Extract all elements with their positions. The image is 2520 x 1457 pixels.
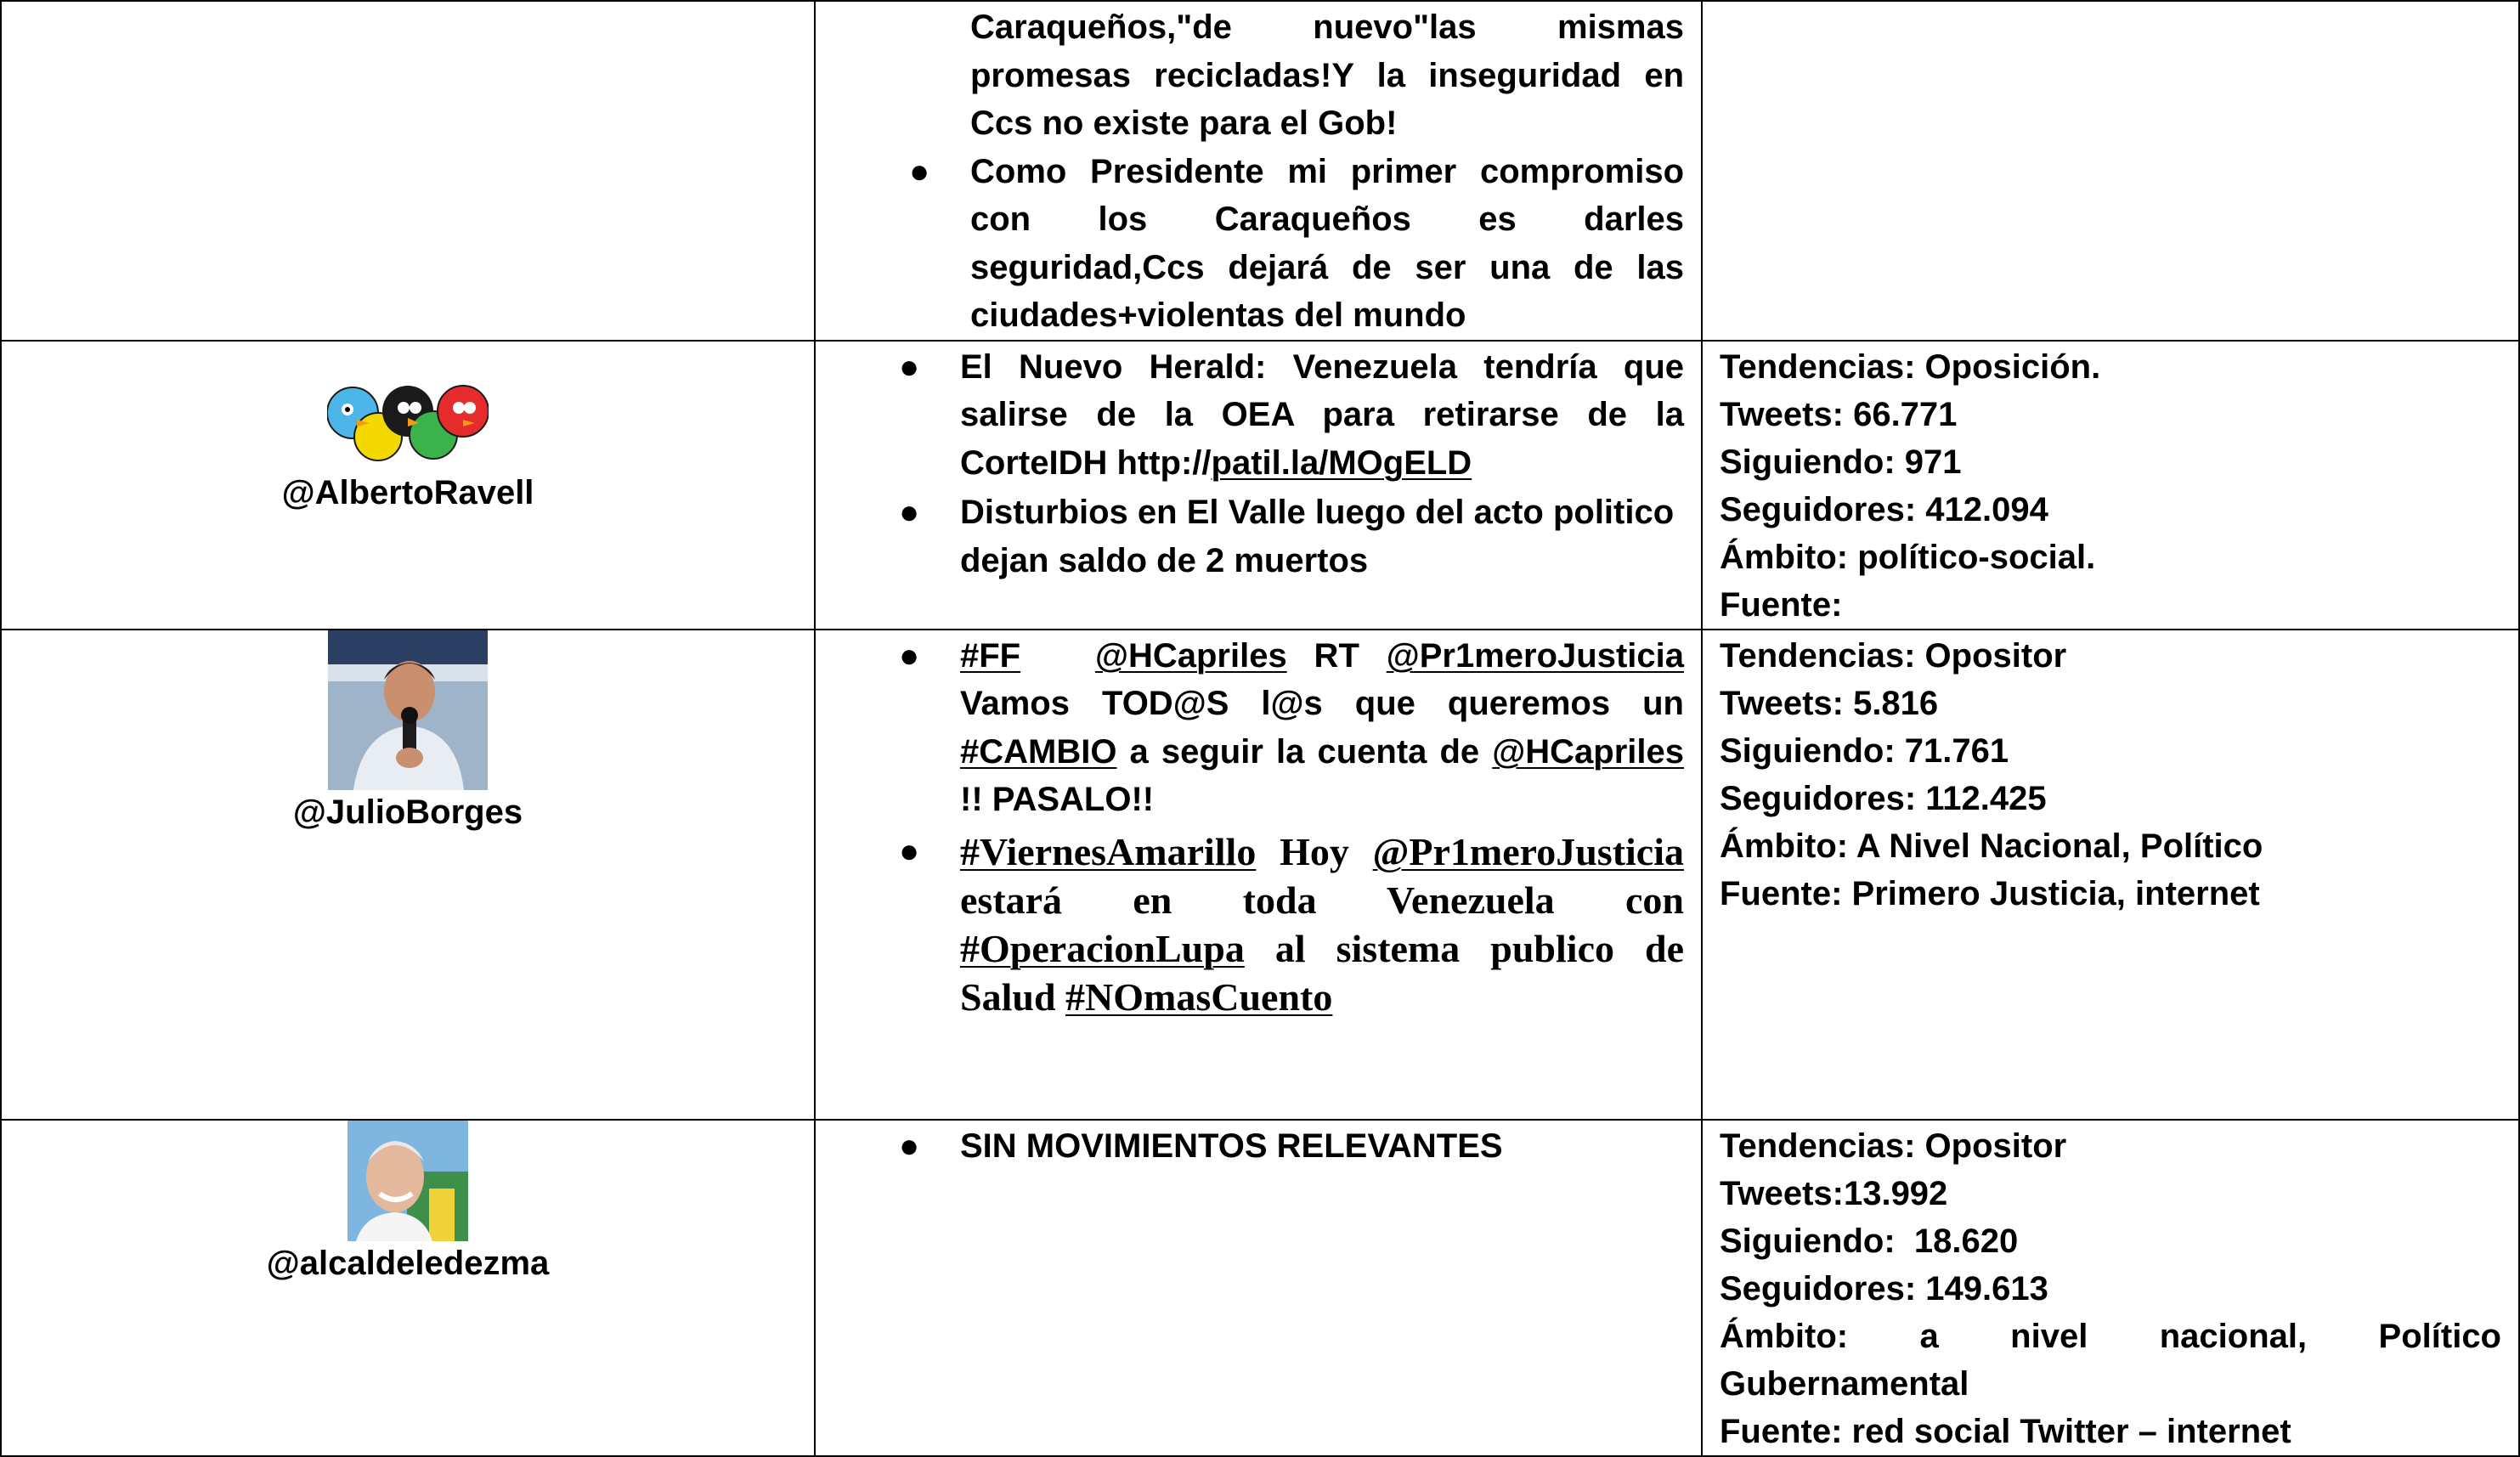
bullet-icon: ●: [899, 636, 920, 675]
tweet-link[interactable]: patil.la/MOgELD: [1211, 443, 1472, 482]
stats-cell: [1702, 630, 2519, 1120]
mention[interactable]: @HCapriles: [1492, 732, 1684, 771]
smiling-man-photo-icon: [347, 1121, 468, 1241]
bullet-icon: ●: [909, 152, 930, 190]
stat-tweets: Tweets: 66.771: [1720, 395, 1958, 433]
tweets-cell: [815, 1, 1702, 341]
stat-seguidores: Seguidores: 149.613: [1720, 1269, 2048, 1307]
tweet-text: El Nuevo Herald: Venezuela tendría que salirse de la OEA para retirarse de la CorteIDH http://: [960, 347, 1684, 482]
account-cell: [1, 1120, 815, 1456]
tweet-text: !! PASALO!!: [960, 781, 1155, 818]
stats-cell: [1702, 1, 2519, 341]
table-row: [1, 1, 2519, 341]
tweet-text: Disturbios en El Valle luego del acto politico dejan saldo de 2 muertos: [960, 494, 1675, 579]
tweet-text: RT: [1286, 636, 1387, 675]
stat-seguidores: Seguidores: 412.094: [1720, 490, 2048, 528]
tweet-text: a seguir la cuenta de: [1116, 732, 1493, 771]
tweet-text: Vamos TOD@S l@s que queremos un: [960, 685, 1684, 722]
tweet-text: estará en toda Venezuela con: [960, 878, 1684, 922]
stats-cell: [1702, 341, 2519, 630]
stat-fuente: Fuente: Primero Justicia, internet: [1720, 874, 2260, 912]
stat-fuente: Fuente:: [1720, 585, 1843, 624]
account-handle[interactable]: @alcaldeledezma: [266, 1244, 550, 1282]
hashtag[interactable]: #ViernesAmarillo: [960, 829, 1257, 873]
stat-tendencias: Tendencias: Opositor: [1720, 636, 2067, 675]
table-row: [1, 1120, 2519, 1456]
bullet-icon: ●: [899, 832, 920, 870]
hashtag[interactable]: #CAMBIO: [960, 732, 1117, 771]
stat-siguiendo: Siguiendo: 71.761: [1720, 731, 2009, 770]
tweet-item: [899, 827, 1684, 1021]
tweet-text: al sistema publico de Salud: [960, 926, 1684, 1019]
tweet-item: [899, 632, 1684, 824]
stat-tendencias: Tendencias: Opositor: [1720, 1127, 2067, 1165]
bullet-icon: ●: [899, 347, 920, 386]
stat-siguiendo: Siguiendo: 971: [1720, 443, 1962, 481]
tweet-text: Hoy: [1256, 829, 1373, 873]
mention[interactable]: @HCapriles: [1094, 636, 1287, 675]
account-cell: [1, 630, 815, 1120]
hashtag[interactable]: #FF: [960, 636, 1021, 675]
hashtag[interactable]: #NOmasCuento: [1065, 974, 1333, 1019]
stat-fuente: Fuente: red social Twitter – internet: [1720, 1412, 2291, 1450]
stat-ambito: Ámbito: a nivel nacional, Político Gubernamental: [1720, 1317, 2501, 1403]
tweet-item: [899, 488, 1684, 584]
account-handle[interactable]: @JulioBorges: [292, 793, 523, 831]
stats-cell: [1702, 1120, 2519, 1456]
angry-birds-logo-icon: [327, 379, 489, 464]
mention[interactable]: @Pr1meroJusticia: [1372, 829, 1684, 873]
account-handle[interactable]: @AlbertoRavell: [281, 473, 534, 511]
account-cell: [1, 341, 815, 630]
tweet-text: Como Presidente mi primer compromiso con los Caraqueños es darles seguridad,Ccs dejará de ser una de las ciudades+violentas del mundo: [970, 152, 1684, 334]
tweet-item: Caraqueños,"de nuevo"las mismas promesas recicladas!Y la inseguridad en Ccs no existe para el Gob!: [970, 8, 1684, 142]
tweet-item: [899, 1122, 1684, 1171]
tweets-cell: [815, 341, 1702, 630]
stat-seguidores: Seguidores: 112.425: [1720, 779, 2047, 817]
stat-tweets: Tweets: 5.816: [1720, 684, 1939, 722]
bullet-icon: ●: [899, 494, 920, 531]
bullet-icon: ●: [899, 1127, 920, 1165]
stat-ambito: Ámbito: político-social.: [1720, 538, 2096, 576]
tweets-cell: [815, 630, 1702, 1120]
tweet-text: SIN MOVIMIENTOS RELEVANTES: [960, 1127, 1503, 1165]
tweets-cell: [815, 1120, 1702, 1456]
table-row: [1, 341, 2519, 630]
tweet-item: [899, 343, 1684, 488]
stat-siguiendo: Siguiendo: 18.620: [1720, 1222, 2019, 1260]
stat-tendencias: Tendencias: Oposición.: [1720, 347, 2101, 386]
hashtag[interactable]: #OperacionLupa: [960, 926, 1245, 970]
account-cell: [1, 1, 815, 341]
stat-tweets: Tweets:13.992: [1720, 1174, 1948, 1212]
table-row: [1, 630, 2519, 1120]
man-speaking-photo-icon: [328, 630, 488, 790]
mention[interactable]: @Pr1meroJusticia: [1386, 636, 1684, 675]
tweet-item: [909, 148, 1684, 340]
stat-ambito: Ámbito: A Nivel Nacional, Político: [1720, 827, 2263, 865]
